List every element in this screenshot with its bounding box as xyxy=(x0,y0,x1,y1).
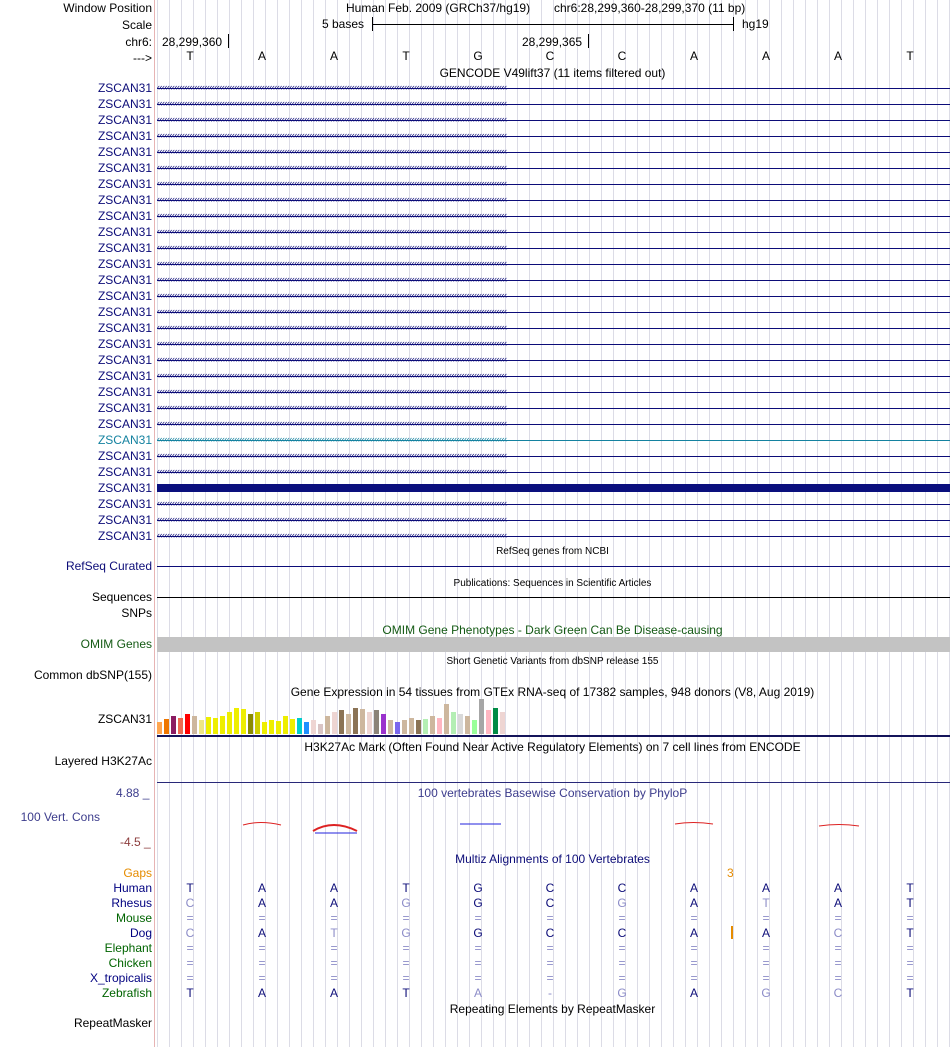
gaps-label[interactable]: Gaps xyxy=(123,866,152,880)
gencode-item-feature[interactable]: ‹‹‹‹‹‹‹‹‹‹‹‹‹‹‹‹‹‹‹‹‹‹‹‹‹‹‹‹‹‹‹‹‹‹‹‹‹‹‹‹‹‹‹‹‹‹‹‹‹‹‹‹‹‹‹‹‹‹‹‹‹‹‹‹‹‹‹‹‹‹‹‹‹‹‹‹‹‹‹‹‹‹‹‹‹‹‹‹‹‹‹‹‹‹‹‹‹‹‹‹‹‹‹‹‹‹‹‹‹‹‹‹‹‹‹‹‹‹‹‹‹‹‹‹‹‹‹‹‹‹‹‹‹‹‹‹‹‹‹‹ xyxy=(157,84,950,93)
gencode-item-label[interactable]: ZSCAN31 xyxy=(97,129,152,143)
snps-label[interactable]: SNPs xyxy=(121,606,152,620)
alignment-base: = xyxy=(546,956,554,970)
gencode-item-feature[interactable]: ‹‹‹‹‹‹‹‹‹‹‹‹‹‹‹‹‹‹‹‹‹‹‹‹‹‹‹‹‹‹‹‹‹‹‹‹‹‹‹‹‹‹‹‹‹‹‹‹‹‹‹‹‹‹‹‹‹‹‹‹‹‹‹‹‹‹‹‹‹‹‹‹‹‹‹‹‹‹‹‹‹‹‹‹‹‹‹‹‹‹‹‹‹‹‹‹‹‹‹‹‹‹‹‹‹‹‹‹‹‹‹‹‹‹‹‹‹‹‹‹‹‹‹‹‹‹‹‹‹‹‹‹‹‹‹‹‹‹‹‹ xyxy=(157,212,950,221)
gencode-item-feature[interactable]: ‹‹‹‹‹‹‹‹‹‹‹‹‹‹‹‹‹‹‹‹‹‹‹‹‹‹‹‹‹‹‹‹‹‹‹‹‹‹‹‹‹‹‹‹‹‹‹‹‹‹‹‹‹‹‹‹‹‹‹‹‹‹‹‹‹‹‹‹‹‹‹‹‹‹‹‹‹‹‹‹‹‹‹‹‹‹‹‹‹‹‹‹‹‹‹‹‹‹‹‹‹‹‹‹‹‹‹‹‹‹‹‹‹‹‹‹‹‹‹‹‹‹‹‹‹‹‹‹‹‹‹‹‹‹‹‹‹‹‹‹ xyxy=(157,116,950,125)
scale-text: 5 bases xyxy=(322,17,365,31)
cons-graph[interactable] xyxy=(155,815,950,837)
repeatmasker-title[interactable]: Repeating Elements by RepeatMasker xyxy=(449,1002,656,1016)
gencode-item-label[interactable]: ZSCAN31 xyxy=(97,193,152,207)
cons-peak-4 xyxy=(675,823,713,825)
alignment-base: = xyxy=(618,956,626,970)
gtex-tissue-bar[interactable] xyxy=(402,720,407,734)
gtex-tissue-bar[interactable] xyxy=(213,718,218,734)
gencode-item-feature[interactable]: ‹‹‹‹‹‹‹‹‹‹‹‹‹‹‹‹‹‹‹‹‹‹‹‹‹‹‹‹‹‹‹‹‹‹‹‹‹‹‹‹‹‹‹‹‹‹‹‹‹‹‹‹‹‹‹‹‹‹‹‹‹‹‹‹‹‹‹‹‹‹‹‹‹‹‹‹‹‹‹‹‹‹‹‹‹‹‹‹‹‹‹‹‹‹‹‹‹‹‹‹‹‹‹‹‹‹‹‹‹‹‹‹‹‹‹‹‹‹‹‹‹‹‹‹‹‹‹‹‹‹‹‹‹‹‹‹‹‹‹‹ xyxy=(157,292,950,301)
alignment-base: A xyxy=(761,926,770,940)
alignment-base: = xyxy=(906,971,914,985)
alignment-base: A xyxy=(473,986,482,1000)
gencode-item-feature[interactable]: ‹‹‹‹‹‹‹‹‹‹‹‹‹‹‹‹‹‹‹‹‹‹‹‹‹‹‹‹‹‹‹‹‹‹‹‹‹‹‹‹‹‹‹‹‹‹‹‹‹‹‹‹‹‹‹‹‹‹‹‹‹‹‹‹‹‹‹‹‹‹‹‹‹‹‹‹‹‹‹‹‹‹‹‹‹‹‹‹‹‹‹‹‹‹‹‹‹‹‹‹‹‹‹‹‹‹‹‹‹‹‹‹‹‹‹‹‹‹‹‹‹‹‹‹‹‹‹‹‹‹‹‹‹‹‹‹‹‹‹‹ xyxy=(157,452,950,461)
base-10: T xyxy=(906,49,914,63)
gencode-item-label[interactable]: ZSCAN31 xyxy=(97,481,152,495)
gtex-tissue-bar[interactable] xyxy=(465,716,470,734)
refseq-title[interactable]: RefSeq genes from NCBI xyxy=(496,546,609,557)
gtex-tissue-bar[interactable] xyxy=(472,720,477,734)
alignment-base: T xyxy=(330,926,338,940)
gtex-tissue-bar[interactable] xyxy=(171,716,176,734)
gencode-item-feature[interactable]: ‹‹‹‹‹‹‹‹‹‹‹‹‹‹‹‹‹‹‹‹‹‹‹‹‹‹‹‹‹‹‹‹‹‹‹‹‹‹‹‹‹‹‹‹‹‹‹‹‹‹‹‹‹‹‹‹‹‹‹‹‹‹‹‹‹‹‹‹‹‹‹‹‹‹‹‹‹‹‹‹‹‹‹‹‹‹‹‹‹‹‹‹‹‹‹‹‹‹‹‹‹‹‹‹‹‹‹‹‹‹‹‹‹‹‹‹‹‹‹‹‹‹‹‹‹‹‹‹‹‹‹‹‹‹‹‹‹‹‹‹ xyxy=(157,468,950,477)
alignment-base: C xyxy=(833,926,843,940)
gtex-tissue-bar[interactable] xyxy=(185,714,190,734)
gencode-item-feature[interactable] xyxy=(157,484,950,492)
position-text: chr6:28,299,360-28,299,370 (11 bp) xyxy=(554,1,746,15)
omim-title[interactable]: OMIM Gene Phenotypes - Dark Green Can Be Disease-causing xyxy=(382,623,723,637)
alignment-base: G xyxy=(401,896,411,910)
alignment-base: = xyxy=(762,941,770,955)
gap-count: 3 xyxy=(727,866,734,880)
gtex-tissue-bar[interactable] xyxy=(220,716,225,734)
gtex-tissue-bar[interactable] xyxy=(241,709,246,734)
gencode-item-feature[interactable]: ‹‹‹‹‹‹‹‹‹‹‹‹‹‹‹‹‹‹‹‹‹‹‹‹‹‹‹‹‹‹‹‹‹‹‹‹‹‹‹‹‹‹‹‹‹‹‹‹‹‹‹‹‹‹‹‹‹‹‹‹‹‹‹‹‹‹‹‹‹‹‹‹‹‹‹‹‹‹‹‹‹‹‹‹‹‹‹‹‹‹‹‹‹‹‹‹‹‹‹‹‹‹‹‹‹‹‹‹‹‹‹‹‹‹‹‹‹‹‹‹‹‹‹‹‹‹‹‹‹‹‹‹‹‹‹‹‹‹‹‹ xyxy=(157,420,950,429)
alignment-base: G xyxy=(401,926,411,940)
gencode-item-feature[interactable]: ‹‹‹‹‹‹‹‹‹‹‹‹‹‹‹‹‹‹‹‹‹‹‹‹‹‹‹‹‹‹‹‹‹‹‹‹‹‹‹‹‹‹‹‹‹‹‹‹‹‹‹‹‹‹‹‹‹‹‹‹‹‹‹‹‹‹‹‹‹‹‹‹‹‹‹‹‹‹‹‹‹‹‹‹‹‹‹‹‹‹‹‹‹‹‹‹‹‹‹‹‹‹‹‹‹‹‹‹‹‹‹‹‹‹‹‹‹‹‹‹‹‹‹‹‹‹‹‹‹‹‹‹‹‹‹‹‹‹‹‹ xyxy=(157,324,950,333)
gencode-item-label[interactable]: ZSCAN31 xyxy=(97,305,152,319)
alignment-base: = xyxy=(330,941,338,955)
dog-insertion-marker[interactable] xyxy=(731,926,733,939)
gtex-tissue-bar[interactable] xyxy=(283,716,288,734)
base-4: G xyxy=(473,49,483,63)
gencode-item-feature[interactable]: ‹‹‹‹‹‹‹‹‹‹‹‹‹‹‹‹‹‹‹‹‹‹‹‹‹‹‹‹‹‹‹‹‹‹‹‹‹‹‹‹‹‹‹‹‹‹‹‹‹‹‹‹‹‹‹‹‹‹‹‹‹‹‹‹‹‹‹‹‹‹‹‹‹‹‹‹‹‹‹‹‹‹‹‹‹‹‹‹‹‹‹‹‹‹‹‹‹‹‹‹‹‹‹‹‹‹‹‹‹‹‹‹‹‹‹‹‹‹‹‹‹‹‹‹‹‹‹‹‹‹‹‹‹‹‹‹‹‹‹‹ xyxy=(157,500,950,509)
alignment-base: = xyxy=(618,911,626,925)
gencode-item-feature[interactable]: ‹‹‹‹‹‹‹‹‹‹‹‹‹‹‹‹‹‹‹‹‹‹‹‹‹‹‹‹‹‹‹‹‹‹‹‹‹‹‹‹‹‹‹‹‹‹‹‹‹‹‹‹‹‹‹‹‹‹‹‹‹‹‹‹‹‹‹‹‹‹‹‹‹‹‹‹‹‹‹‹‹‹‹‹‹‹‹‹‹‹‹‹‹‹‹‹‹‹‹‹‹‹‹‹‹‹‹‹‹‹‹‹‹‹‹‹‹‹‹‹‹‹‹‹‹‹‹‹‹‹‹‹‹‹‹‹‹‹‹‹ xyxy=(157,148,950,157)
gencode-item-label[interactable]: ZSCAN31 xyxy=(97,369,152,383)
alignment-base: = xyxy=(330,911,338,925)
publications-label[interactable]: Sequences xyxy=(91,590,152,604)
base-1: A xyxy=(257,49,266,63)
gtex-tissue-bar[interactable] xyxy=(353,708,358,734)
gencode-item-label[interactable]: ZSCAN31 xyxy=(97,449,152,463)
gtex-tissue-bar[interactable] xyxy=(493,708,498,734)
gencode-item-label[interactable]: ZSCAN31 xyxy=(97,273,152,287)
gencode-item-feature[interactable]: ‹‹‹‹‹‹‹‹‹‹‹‹‹‹‹‹‹‹‹‹‹‹‹‹‹‹‹‹‹‹‹‹‹‹‹‹‹‹‹‹‹‹‹‹‹‹‹‹‹‹‹‹‹‹‹‹‹‹‹‹‹‹‹‹‹‹‹‹‹‹‹‹‹‹‹‹‹‹‹‹‹‹‹‹‹‹‹‹‹‹‹‹‹‹‹‹‹‹‹‹‹‹‹‹‹‹‹‹‹‹‹‹‹‹‹‹‹‹‹‹‹‹‹‹‹‹‹‹‹‹‹‹‹‹‹‹‹‹‹‹ xyxy=(157,228,950,237)
gtex-tissue-bar[interactable] xyxy=(423,719,428,734)
gtex-tissue-bar[interactable] xyxy=(325,716,330,734)
alignment-base: A xyxy=(833,896,842,910)
gtex-tissue-bar[interactable] xyxy=(479,699,484,734)
gtex-tissue-bar[interactable] xyxy=(290,719,295,734)
gtex-tissue-bar[interactable] xyxy=(164,719,169,734)
omim-label[interactable]: OMIM Genes xyxy=(80,637,152,651)
alignment-base: A xyxy=(257,986,266,1000)
gencode-item-feature[interactable]: ‹‹‹‹‹‹‹‹‹‹‹‹‹‹‹‹‹‹‹‹‹‹‹‹‹‹‹‹‹‹‹‹‹‹‹‹‹‹‹‹‹‹‹‹‹‹‹‹‹‹‹‹‹‹‹‹‹‹‹‹‹‹‹‹‹‹‹‹‹‹‹‹‹‹‹‹‹‹‹‹‹‹‹‹‹‹‹‹‹‹‹‹‹‹‹‹‹‹‹‹‹‹‹‹‹‹‹‹‹‹‹‹‹‹‹‹‹‹‹‹‹‹‹‹‹‹‹‹‹‹‹‹‹‹‹‹‹‹‹‹ xyxy=(157,340,950,349)
label-divider xyxy=(154,0,155,1047)
gencode-item-label[interactable]: ZSCAN31 xyxy=(97,225,152,239)
gencode-item-feature[interactable]: ‹‹‹‹‹‹‹‹‹‹‹‹‹‹‹‹‹‹‹‹‹‹‹‹‹‹‹‹‹‹‹‹‹‹‹‹‹‹‹‹‹‹‹‹‹‹‹‹‹‹‹‹‹‹‹‹‹‹‹‹‹‹‹‹‹‹‹‹‹‹‹‹‹‹‹‹‹‹‹‹‹‹‹‹‹‹‹‹‹‹‹‹‹‹‹‹‹‹‹‹‹‹‹‹‹‹‹‹‹‹‹‹‹‹‹‹‹‹‹‹‹‹‹‹‹‹‹‹‹‹‹‹‹‹‹‹‹‹‹‹ xyxy=(157,356,950,365)
alignment-base: G xyxy=(473,926,483,940)
alignment-base: = xyxy=(618,971,626,985)
gtex-tissue-bar[interactable] xyxy=(374,710,379,734)
gencode-item-label[interactable]: ZSCAN31 xyxy=(97,433,152,447)
gencode-item-label[interactable]: ZSCAN31 xyxy=(97,513,152,527)
gtex-tissue-bar[interactable] xyxy=(297,718,302,734)
gtex-tissue-bar[interactable] xyxy=(192,716,197,734)
gtex-tissue-bar[interactable] xyxy=(318,724,323,734)
gtex-tissue-bar[interactable] xyxy=(311,720,316,734)
gencode-item-feature[interactable]: ‹‹‹‹‹‹‹‹‹‹‹‹‹‹‹‹‹‹‹‹‹‹‹‹‹‹‹‹‹‹‹‹‹‹‹‹‹‹‹‹‹‹‹‹‹‹‹‹‹‹‹‹‹‹‹‹‹‹‹‹‹‹‹‹‹‹‹‹‹‹‹‹‹‹‹‹‹‹‹‹‹‹‹‹‹‹‹‹‹‹‹‹‹‹‹‹‹‹‹‹‹‹‹‹‹‹‹‹‹‹‹‹‹‹‹‹‹‹‹‹‹‹‹‹‹‹‹‹‹‹‹‹‹‹‹‹‹‹‹‹ xyxy=(157,244,950,253)
gencode-item-feature[interactable]: ‹‹‹‹‹‹‹‹‹‹‹‹‹‹‹‹‹‹‹‹‹‹‹‹‹‹‹‹‹‹‹‹‹‹‹‹‹‹‹‹‹‹‹‹‹‹‹‹‹‹‹‹‹‹‹‹‹‹‹‹‹‹‹‹‹‹‹‹‹‹‹‹‹‹‹‹‹‹‹‹‹‹‹‹‹‹‹‹‹‹‹‹‹‹‹‹‹‹‹‹‹‹‹‹‹‹‹‹‹‹‹‹‹‹‹‹‹‹‹‹‹‹‹‹‹‹‹‹‹‹‹‹‹‹‹‹‹‹‹‹ xyxy=(157,196,950,205)
alignment-base: = xyxy=(474,971,482,985)
species-label-mouse[interactable]: Mouse xyxy=(115,911,152,925)
gencode-item-label[interactable]: ZSCAN31 xyxy=(97,257,152,271)
coord-left: 28,299,360 xyxy=(162,35,223,49)
cons-peak-5 xyxy=(819,825,859,827)
alignment-base: = xyxy=(906,911,914,925)
omim-bar[interactable] xyxy=(157,637,950,652)
refseq-line[interactable] xyxy=(157,566,950,567)
base-2: A xyxy=(329,49,338,63)
gtex-tissue-bar[interactable] xyxy=(206,717,211,734)
repeatmasker-label[interactable]: RepeatMasker xyxy=(73,1016,152,1030)
publications-line[interactable] xyxy=(157,597,950,598)
alignment-base: = xyxy=(690,911,698,925)
alignment-base: G xyxy=(473,881,483,895)
base-3: T xyxy=(402,49,410,63)
gencode-item-label[interactable]: ZSCAN31 xyxy=(97,337,152,351)
alignment-base: = xyxy=(906,956,914,970)
alignment-base: = xyxy=(474,911,482,925)
alignment-base: T xyxy=(186,986,194,1000)
alignment-base: = xyxy=(402,956,410,970)
species-label-dog[interactable]: Dog xyxy=(129,926,152,940)
gtex-tissue-bar[interactable] xyxy=(276,721,281,734)
alignment-base: = xyxy=(474,941,482,955)
coord-tick-mid xyxy=(588,34,589,48)
gtex-tissue-bar[interactable] xyxy=(339,710,344,734)
gencode-item-feature[interactable]: ‹‹‹‹‹‹‹‹‹‹‹‹‹‹‹‹‹‹‹‹‹‹‹‹‹‹‹‹‹‹‹‹‹‹‹‹‹‹‹‹‹‹‹‹‹‹‹‹‹‹‹‹‹‹‹‹‹‹‹‹‹‹‹‹‹‹‹‹‹‹‹‹‹‹‹‹‹‹‹‹‹‹‹‹‹‹‹‹‹‹‹‹‹‹‹‹‹‹‹‹‹‹‹‹‹‹‹‹‹‹‹‹‹‹‹‹‹‹‹‹‹‹‹‹‹‹‹‹‹‹‹‹‹‹‹‹‹‹‹‹ xyxy=(157,308,950,317)
alignment-base: C xyxy=(185,926,195,940)
scale-db: hg19 xyxy=(742,17,769,31)
gencode-item-feature[interactable]: ‹‹‹‹‹‹‹‹‹‹‹‹‹‹‹‹‹‹‹‹‹‹‹‹‹‹‹‹‹‹‹‹‹‹‹‹‹‹‹‹‹‹‹‹‹‹‹‹‹‹‹‹‹‹‹‹‹‹‹‹‹‹‹‹‹‹‹‹‹‹‹‹‹‹‹‹‹‹‹‹‹‹‹‹‹‹‹‹‹‹‹‹‹‹‹‹‹‹‹‹‹‹‹‹‹‹‹‹‹‹‹‹‹‹‹‹‹‹‹‹‹‹‹‹‹‹‹‹‹‹‹‹‹‹‹‹‹‹‹‹ xyxy=(157,100,950,109)
gtex-label[interactable]: ZSCAN31 xyxy=(97,712,152,726)
alignment-base: T xyxy=(402,986,410,1000)
gtex-tissue-bar[interactable] xyxy=(360,709,365,734)
multiz-title[interactable]: Multiz Alignments of 100 Vertebrates xyxy=(455,852,650,866)
alignment-base: = xyxy=(258,941,266,955)
alignment-base: A xyxy=(257,896,266,910)
h3k27ac-label[interactable]: Layered H3K27Ac xyxy=(54,754,152,768)
gtex-tissue-bar[interactable] xyxy=(199,720,204,734)
alignment-base: T xyxy=(762,896,770,910)
gencode-item-label[interactable]: ZSCAN31 xyxy=(97,529,152,543)
alignment-base: = xyxy=(690,956,698,970)
gencode-item-label[interactable]: ZSCAN31 xyxy=(97,417,152,431)
gtex-tissue-bar[interactable] xyxy=(269,720,274,734)
gtex-tissue-bar[interactable] xyxy=(437,718,442,734)
alignment-base: C xyxy=(617,926,627,940)
gencode-item-label[interactable]: ZSCAN31 xyxy=(97,113,152,127)
cons-title[interactable]: 100 vertebrates Basewise Conservation by PhyloP xyxy=(417,786,688,800)
alignment-base: A xyxy=(329,881,338,895)
alignment-base: A xyxy=(689,986,698,1000)
coord-tick-left xyxy=(228,34,229,48)
alignment-base: = xyxy=(330,956,338,970)
gencode-item-label[interactable]: ZSCAN31 xyxy=(97,81,152,95)
h3k27ac-line[interactable] xyxy=(157,782,950,783)
alignment-base: A xyxy=(257,881,266,895)
coord-mid: 28,299,365 xyxy=(522,35,583,49)
gtex-tissue-bar[interactable] xyxy=(444,704,449,734)
gtex-tissue-bar[interactable] xyxy=(388,720,393,734)
gtex-tissue-bar[interactable] xyxy=(367,712,372,734)
scale-label: Scale xyxy=(121,18,152,32)
assembly-title: Human Feb. 2009 (GRCh37/hg19) xyxy=(346,1,531,15)
alignment-base: = xyxy=(258,971,266,985)
gencode-item-feature[interactable]: ‹‹‹‹‹‹‹‹‹‹‹‹‹‹‹‹‹‹‹‹‹‹‹‹‹‹‹‹‹‹‹‹‹‹‹‹‹‹‹‹‹‹‹‹‹‹‹‹‹‹‹‹‹‹‹‹‹‹‹‹‹‹‹‹‹‹‹‹‹‹‹‹‹‹‹‹‹‹‹‹‹‹‹‹‹‹‹‹‹‹‹‹‹‹‹‹‹‹‹‹‹‹‹‹‹‹‹‹‹‹‹‹‹‹‹‹‹‹‹‹‹‹‹‹‹‹‹‹‹‹‹‹‹‹‹‹‹‹‹‹ xyxy=(157,180,950,189)
alignment-base: T xyxy=(906,881,914,895)
gencode-item-feature[interactable]: ‹‹‹‹‹‹‹‹‹‹‹‹‹‹‹‹‹‹‹‹‹‹‹‹‹‹‹‹‹‹‹‹‹‹‹‹‹‹‹‹‹‹‹‹‹‹‹‹‹‹‹‹‹‹‹‹‹‹‹‹‹‹‹‹‹‹‹‹‹‹‹‹‹‹‹‹‹‹‹‹‹‹‹‹‹‹‹‹‹‹‹‹‹‹‹‹‹‹‹‹‹‹‹‹‹‹‹‹‹‹‹‹‹‹‹‹‹‹‹‹‹‹‹‹‹‹‹‹‹‹‹‹‹‹‹‹‹‹‹‹ xyxy=(157,372,950,381)
gtex-tissue-bar[interactable] xyxy=(248,714,253,734)
gencode-item-label[interactable]: ZSCAN31 xyxy=(97,385,152,399)
base-8: A xyxy=(761,49,770,63)
alignment-base: = xyxy=(402,941,410,955)
gencode-item-label[interactable]: ZSCAN31 xyxy=(97,209,152,223)
gtex-tissue-bar[interactable] xyxy=(500,712,505,734)
gencode-item-label[interactable]: ZSCAN31 xyxy=(97,161,152,175)
gencode-item-label[interactable]: ZSCAN31 xyxy=(97,241,152,255)
gtex-tissue-bar[interactable] xyxy=(486,710,491,734)
alignment-base: G xyxy=(473,896,483,910)
gencode-item-feature[interactable]: ‹‹‹‹‹‹‹‹‹‹‹‹‹‹‹‹‹‹‹‹‹‹‹‹‹‹‹‹‹‹‹‹‹‹‹‹‹‹‹‹‹‹‹‹‹‹‹‹‹‹‹‹‹‹‹‹‹‹‹‹‹‹‹‹‹‹‹‹‹‹‹‹‹‹‹‹‹‹‹‹‹‹‹‹‹‹‹‹‹‹‹‹‹‹‹‹‹‹‹‹‹‹‹‹‹‹‹‹‹‹‹‹‹‹‹‹‹‹‹‹‹‹‹‹‹‹‹‹‹‹‹‹‹‹‹‹‹‹‹‹ xyxy=(157,132,950,141)
alignment-base: C xyxy=(545,881,555,895)
alignment-base: = xyxy=(402,911,410,925)
alignment-base: = xyxy=(330,971,338,985)
alignment-base: = xyxy=(546,911,554,925)
gtex-tissue-bar[interactable] xyxy=(409,718,414,734)
alignment-base: T xyxy=(906,896,914,910)
alignment-base: A xyxy=(833,881,842,895)
alignment-base: = xyxy=(186,971,194,985)
alignment-base: = xyxy=(690,941,698,955)
species-label-elephant[interactable]: Elephant xyxy=(104,941,152,955)
gtex-tissue-bar[interactable] xyxy=(346,714,351,734)
gencode-item-label[interactable]: ZSCAN31 xyxy=(97,97,152,111)
alignment-base: C xyxy=(545,896,555,910)
alignment-base: T xyxy=(402,881,410,895)
alignment-base: C xyxy=(545,926,555,940)
h3k27ac-title[interactable]: H3K27Ac Mark (Often Found Near Active Regulatory Elements) on 7 cell lines from ENCODE xyxy=(304,740,801,754)
alignment-base: = xyxy=(906,941,914,955)
species-label-chicken[interactable]: Chicken xyxy=(108,956,152,970)
gtex-tissue-bar[interactable] xyxy=(451,712,456,734)
cons-max: 4.88 _ xyxy=(116,786,150,800)
gencode-title[interactable]: GENCODE V49lift37 (11 items filtered out) xyxy=(439,66,666,80)
gencode-item-label[interactable]: ZSCAN31 xyxy=(97,497,152,511)
species-label-x_tropicalis[interactable]: X_tropicalis xyxy=(89,971,152,985)
gtex-tissue-bar[interactable] xyxy=(262,722,267,734)
alignment-base: A xyxy=(689,896,698,910)
alignment-base: T xyxy=(906,986,914,1000)
alignment-base: = xyxy=(258,911,266,925)
alignment-base: A xyxy=(689,926,698,940)
alignment-base: T xyxy=(186,881,194,895)
gtex-tissue-bar[interactable] xyxy=(234,708,239,734)
alignment-base: C xyxy=(617,881,627,895)
gtex-tissue-bar[interactable] xyxy=(430,716,435,734)
alignment-base: = xyxy=(618,941,626,955)
gencode-item-feature[interactable]: ‹‹‹‹‹‹‹‹‹‹‹‹‹‹‹‹‹‹‹‹‹‹‹‹‹‹‹‹‹‹‹‹‹‹‹‹‹‹‹‹‹‹‹‹‹‹‹‹‹‹‹‹‹‹‹‹‹‹‹‹‹‹‹‹‹‹‹‹‹‹‹‹‹‹‹‹‹‹‹‹‹‹‹‹‹‹‹‹‹‹‹‹‹‹‹‹‹‹‹‹‹‹‹‹‹‹‹‹‹‹‹‹‹‹‹‹‹‹‹‹‹‹‹‹‹‹‹‹‹‹‹‹‹‹‹‹‹‹‹‹ xyxy=(157,436,950,445)
alignment-base: A xyxy=(689,881,698,895)
gencode-item-feature[interactable]: ‹‹‹‹‹‹‹‹‹‹‹‹‹‹‹‹‹‹‹‹‹‹‹‹‹‹‹‹‹‹‹‹‹‹‹‹‹‹‹‹‹‹‹‹‹‹‹‹‹‹‹‹‹‹‹‹‹‹‹‹‹‹‹‹‹‹‹‹‹‹‹‹‹‹‹‹‹‹‹‹‹‹‹‹‹‹‹‹‹‹‹‹‹‹‹‹‹‹‹‹‹‹‹‹‹‹‹‹‹‹‹‹‹‹‹‹‹‹‹‹‹‹‹‹‹‹‹‹‹‹‹‹‹‹‹‹‹‹‹‹ xyxy=(157,404,950,413)
alignment-base: = xyxy=(186,911,194,925)
alignment-base: = xyxy=(762,971,770,985)
alignment-base: C xyxy=(185,896,195,910)
gtex-tissue-bar[interactable] xyxy=(458,714,463,734)
scale-bar xyxy=(372,17,734,31)
h3k27ac-top-line xyxy=(157,735,950,737)
gencode-item-label[interactable]: ZSCAN31 xyxy=(97,353,152,367)
gtex-tissue-bar[interactable] xyxy=(381,714,386,734)
species-label-human[interactable]: Human xyxy=(113,881,152,895)
publications-title[interactable]: Publications: Sequences in Scientific Articles xyxy=(453,578,652,589)
refseq-label[interactable]: RefSeq Curated xyxy=(65,559,152,573)
gtex-tissue-bar[interactable] xyxy=(157,722,162,734)
alignment-base: = xyxy=(402,971,410,985)
gencode-item-label[interactable]: ZSCAN31 xyxy=(97,401,152,415)
gencode-item-label[interactable]: ZSCAN31 xyxy=(97,145,152,159)
base-6: C xyxy=(617,49,627,63)
gencode-item-label[interactable]: ZSCAN31 xyxy=(97,321,152,335)
cons-peak-1 xyxy=(243,823,281,826)
alignment-base: = xyxy=(474,956,482,970)
chrom-label: chr6: xyxy=(125,35,152,49)
gtex-tissue-bar[interactable] xyxy=(227,712,232,734)
gtex-tissue-bar[interactable] xyxy=(178,718,183,734)
gtex-tissue-bar[interactable] xyxy=(416,720,421,734)
alignment-base: = xyxy=(834,971,842,985)
cons-peak-2 xyxy=(313,825,357,831)
alignment-base: A xyxy=(329,986,338,1000)
gencode-item-feature[interactable]: ‹‹‹‹‹‹‹‹‹‹‹‹‹‹‹‹‹‹‹‹‹‹‹‹‹‹‹‹‹‹‹‹‹‹‹‹‹‹‹‹‹‹‹‹‹‹‹‹‹‹‹‹‹‹‹‹‹‹‹‹‹‹‹‹‹‹‹‹‹‹‹‹‹‹‹‹‹‹‹‹‹‹‹‹‹‹‹‹‹‹‹‹‹‹‹‹‹‹‹‹‹‹‹‹‹‹‹‹‹‹‹‹‹‹‹‹‹‹‹‹‹‹‹‹‹‹‹‹‹‹‹‹‹‹‹‹‹‹‹‹ xyxy=(157,532,950,541)
cons-min: -4.5 _ xyxy=(120,835,151,849)
gencode-item-feature[interactable]: ‹‹‹‹‹‹‹‹‹‹‹‹‹‹‹‹‹‹‹‹‹‹‹‹‹‹‹‹‹‹‹‹‹‹‹‹‹‹‹‹‹‹‹‹‹‹‹‹‹‹‹‹‹‹‹‹‹‹‹‹‹‹‹‹‹‹‹‹‹‹‹‹‹‹‹‹‹‹‹‹‹‹‹‹‹‹‹‹‹‹‹‹‹‹‹‹‹‹‹‹‹‹‹‹‹‹‹‹‹‹‹‹‹‹‹‹‹‹‹‹‹‹‹‹‹‹‹‹‹‹‹‹‹‹‹‹‹‹‹‹ xyxy=(157,260,950,269)
alignment-base: A xyxy=(257,926,266,940)
cons-label[interactable]: 100 Vert. Cons xyxy=(20,810,100,824)
gtex-tissue-bar[interactable] xyxy=(332,712,337,734)
alignment-base: G xyxy=(761,986,771,1000)
alignment-base: = xyxy=(834,956,842,970)
alignment-base: = xyxy=(258,956,266,970)
alignment-base: A xyxy=(761,881,770,895)
alignment-base: C xyxy=(833,986,843,1000)
alignment-base: = xyxy=(546,971,554,985)
alignment-base: = xyxy=(186,956,194,970)
alignment-base: G xyxy=(617,986,627,1000)
alignment-base: = xyxy=(762,956,770,970)
dbsnp-title[interactable]: Short Genetic Variants from dbSNP release 155 xyxy=(446,656,659,667)
base-7: A xyxy=(689,49,698,63)
alignment-base: = xyxy=(834,941,842,955)
alignment-base: = xyxy=(762,911,770,925)
base-9: A xyxy=(833,49,842,63)
gencode-item-feature[interactable]: ‹‹‹‹‹‹‹‹‹‹‹‹‹‹‹‹‹‹‹‹‹‹‹‹‹‹‹‹‹‹‹‹‹‹‹‹‹‹‹‹‹‹‹‹‹‹‹‹‹‹‹‹‹‹‹‹‹‹‹‹‹‹‹‹‹‹‹‹‹‹‹‹‹‹‹‹‹‹‹‹‹‹‹‹‹‹‹‹‹‹‹‹‹‹‹‹‹‹‹‹‹‹‹‹‹‹‹‹‹‹‹‹‹‹‹‹‹‹‹‹‹‹‹‹‹‹‹‹‹‹‹‹‹‹‹‹‹‹‹‹ xyxy=(157,516,950,525)
alignment-base: = xyxy=(546,941,554,955)
alignment-base: = xyxy=(690,971,698,985)
alignment-base: T xyxy=(906,926,914,940)
gencode-item-label[interactable]: ZSCAN31 xyxy=(97,465,152,479)
gencode-item-feature[interactable]: ‹‹‹‹‹‹‹‹‹‹‹‹‹‹‹‹‹‹‹‹‹‹‹‹‹‹‹‹‹‹‹‹‹‹‹‹‹‹‹‹‹‹‹‹‹‹‹‹‹‹‹‹‹‹‹‹‹‹‹‹‹‹‹‹‹‹‹‹‹‹‹‹‹‹‹‹‹‹‹‹‹‹‹‹‹‹‹‹‹‹‹‹‹‹‹‹‹‹‹‹‹‹‹‹‹‹‹‹‹‹‹‹‹‹‹‹‹‹‹‹‹‹‹‹‹‹‹‹‹‹‹‹‹‹‹‹‹‹‹‹ xyxy=(157,164,950,173)
gtex-tissue-bar[interactable] xyxy=(395,722,400,734)
window-position-label: Window Position xyxy=(63,1,152,15)
dbsnp-label[interactable]: Common dbSNP(155) xyxy=(33,668,152,682)
alignment-base: G xyxy=(617,896,627,910)
alignment-base: A xyxy=(329,896,338,910)
gencode-item-feature[interactable]: ‹‹‹‹‹‹‹‹‹‹‹‹‹‹‹‹‹‹‹‹‹‹‹‹‹‹‹‹‹‹‹‹‹‹‹‹‹‹‹‹‹‹‹‹‹‹‹‹‹‹‹‹‹‹‹‹‹‹‹‹‹‹‹‹‹‹‹‹‹‹‹‹‹‹‹‹‹‹‹‹‹‹‹‹‹‹‹‹‹‹‹‹‹‹‹‹‹‹‹‹‹‹‹‹‹‹‹‹‹‹‹‹‹‹‹‹‹‹‹‹‹‹‹‹‹‹‹‹‹‹‹‹‹‹‹‹‹‹‹‹ xyxy=(157,388,950,397)
species-label-zebrafish[interactable]: Zebrafish xyxy=(101,986,152,1000)
gtex-title[interactable]: Gene Expression in 54 tissues from GTEx RNA-seq of 17382 samples, 948 donors (V8, Aug 2019) xyxy=(290,685,815,699)
gtex-tissue-bar[interactable] xyxy=(255,712,260,734)
alignment-base: - xyxy=(548,986,552,1000)
gencode-item-label[interactable]: ZSCAN31 xyxy=(97,177,152,191)
alignment-base: = xyxy=(186,941,194,955)
gtex-tissue-bar[interactable] xyxy=(304,722,309,734)
alignment-base: = xyxy=(834,911,842,925)
gencode-item-feature[interactable]: ‹‹‹‹‹‹‹‹‹‹‹‹‹‹‹‹‹‹‹‹‹‹‹‹‹‹‹‹‹‹‹‹‹‹‹‹‹‹‹‹‹‹‹‹‹‹‹‹‹‹‹‹‹‹‹‹‹‹‹‹‹‹‹‹‹‹‹‹‹‹‹‹‹‹‹‹‹‹‹‹‹‹‹‹‹‹‹‹‹‹‹‹‹‹‹‹‹‹‹‹‹‹‹‹‹‹‹‹‹‹‹‹‹‹‹‹‹‹‹‹‹‹‹‹‹‹‹‹‹‹‹‹‹‹‹‹‹‹‹‹ xyxy=(157,276,950,285)
species-label-rhesus[interactable]: Rhesus xyxy=(111,896,152,910)
base-0: T xyxy=(186,49,194,63)
base-5: C xyxy=(545,49,555,63)
strand-label: ---> xyxy=(133,51,152,65)
gencode-item-label[interactable]: ZSCAN31 xyxy=(97,289,152,303)
